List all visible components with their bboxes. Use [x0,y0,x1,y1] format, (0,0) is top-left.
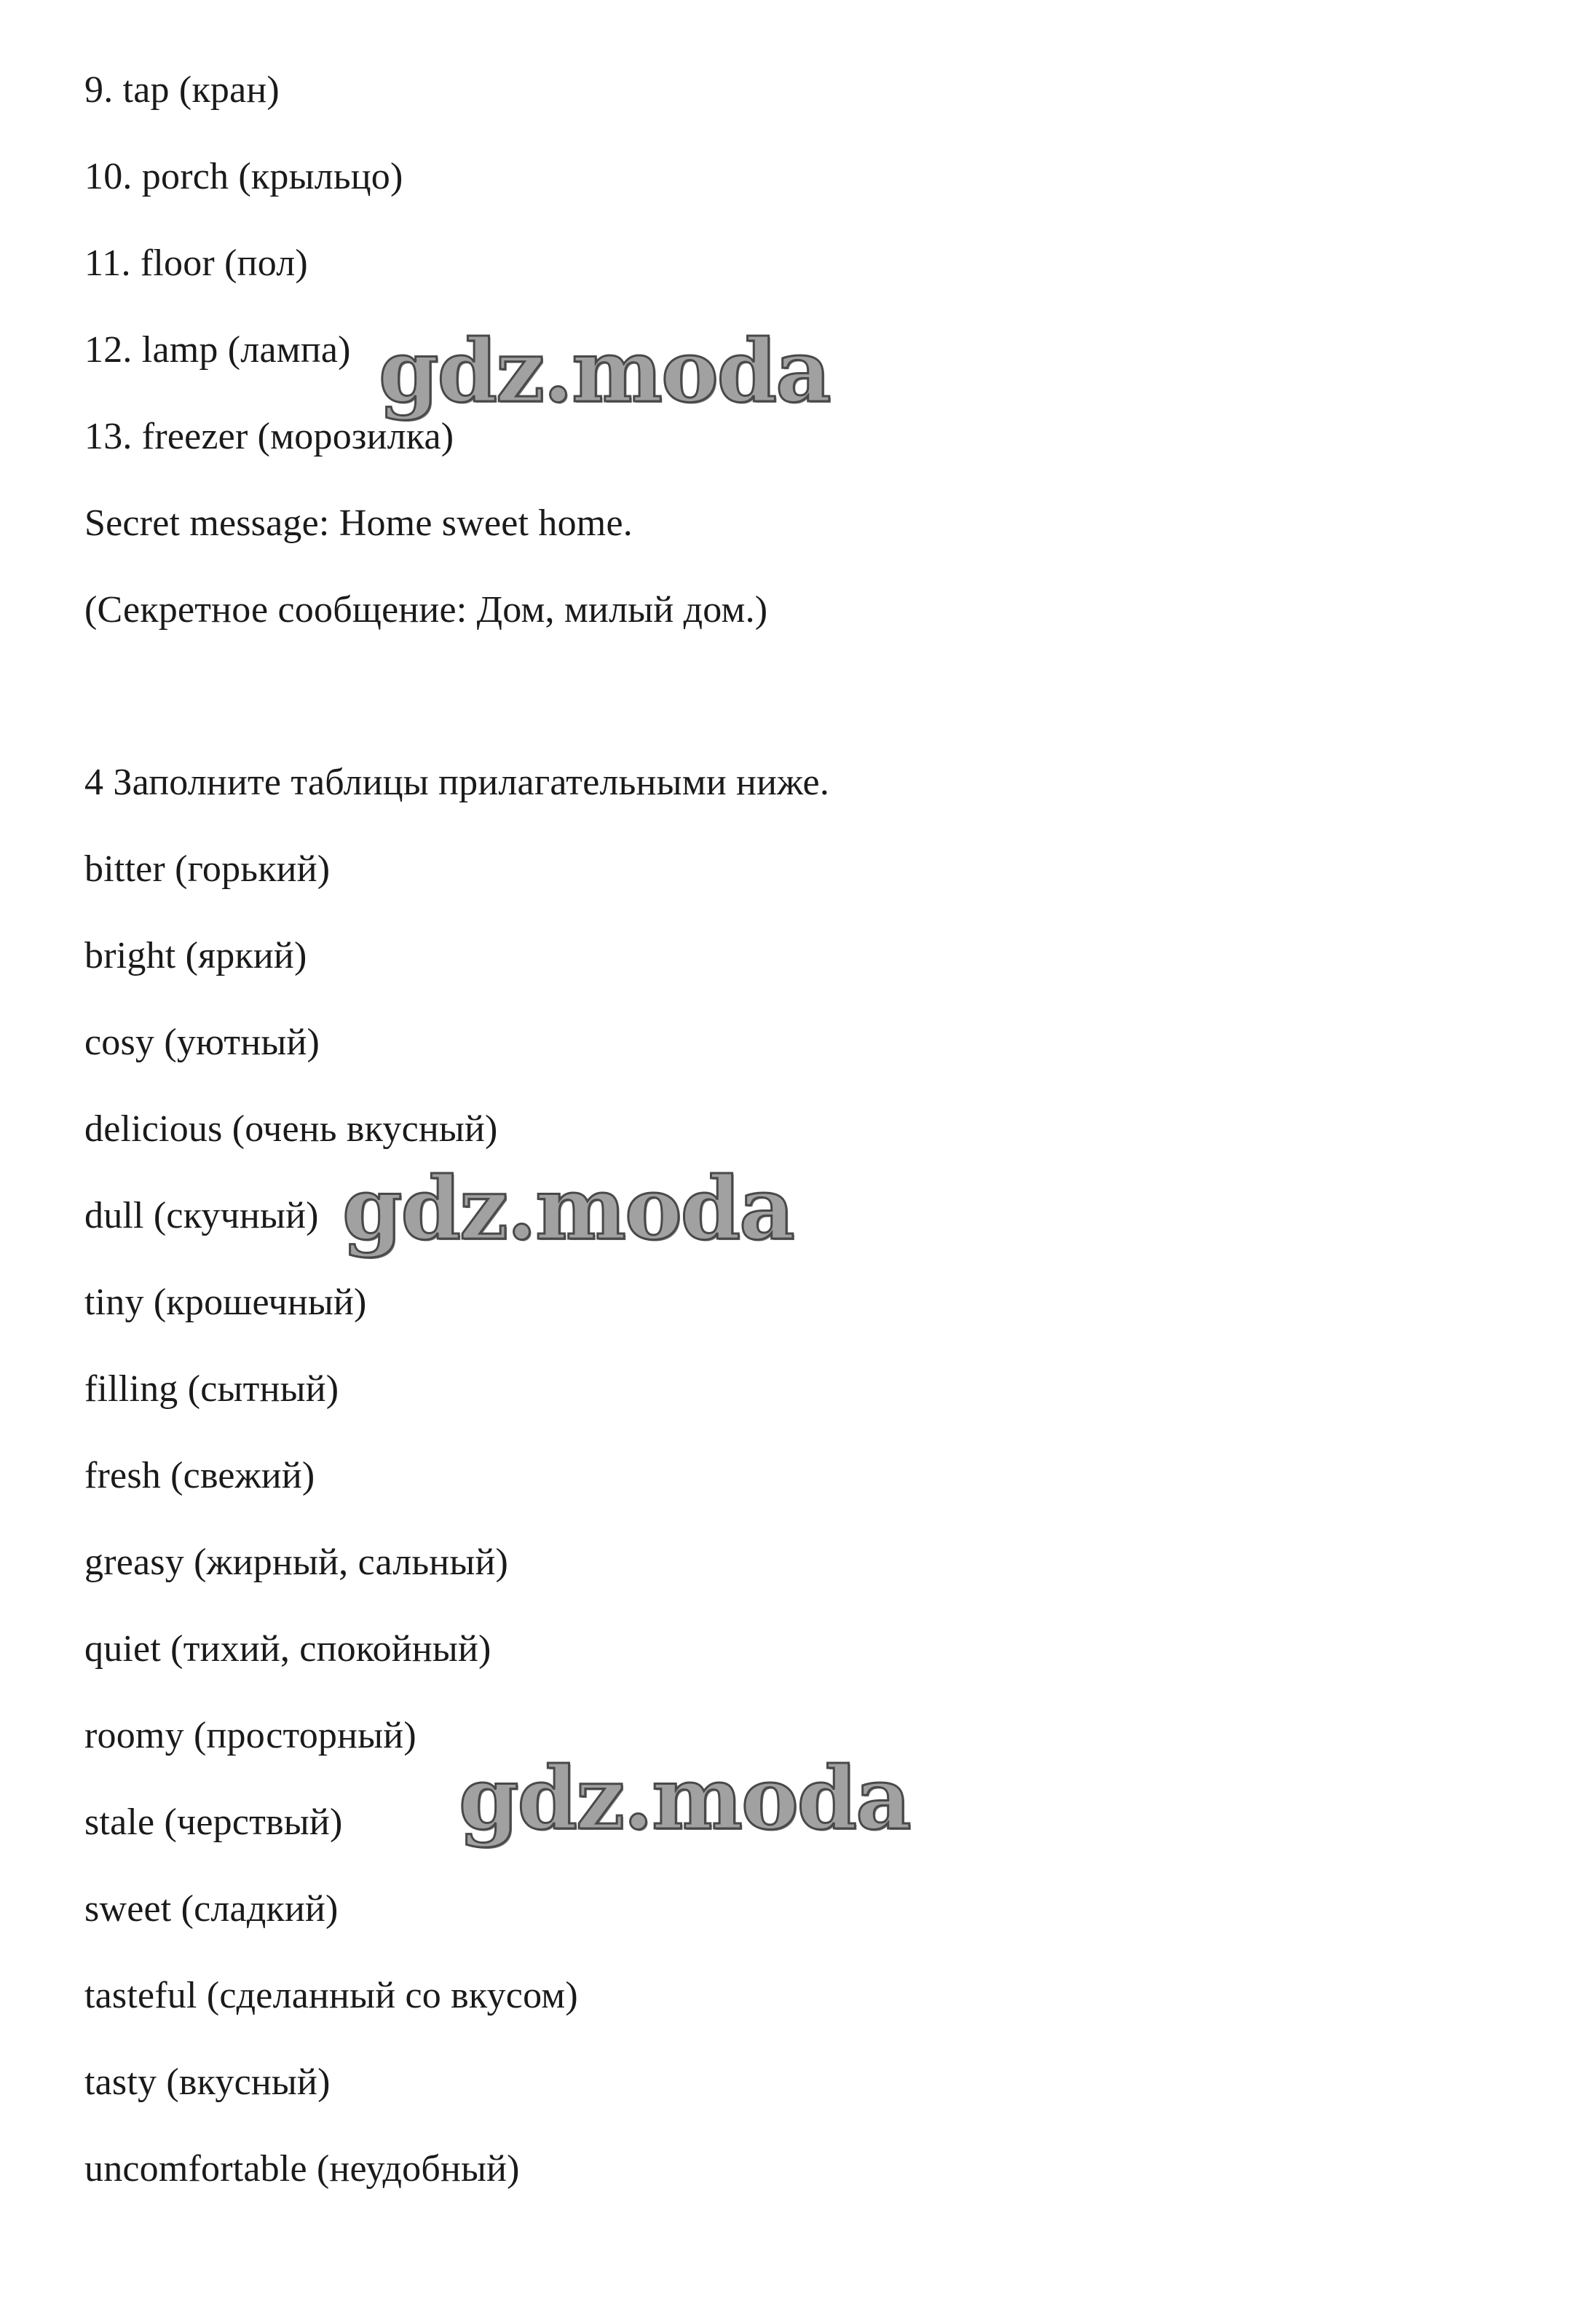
list-item: 11. floor (пол) [84,242,308,284]
list-item: delicious (очень вкусный) [84,1108,498,1150]
secret-message: Secret message: Home sweet home. [84,502,633,544]
watermark: gdz.moda [459,1748,910,1849]
secret-message-translation: (Секретное сообщение: Дом, милый дом.) [84,589,768,631]
list-item: greasy (жирный, сальный) [84,1542,509,1583]
list-item: tasty (вкусный) [84,2061,331,2103]
list-item: filling (сытный) [84,1368,339,1410]
list-item: bitter (горький) [84,848,331,890]
list-item: roomy (просторный) [84,1715,416,1756]
list-item: 12. lamp (лампа) [84,329,351,371]
watermark: gdz.moda [379,320,830,422]
list-item: 9. tap (кран) [84,69,280,111]
list-item: bright (яркий) [84,935,307,976]
list-item: dull (скучный) [84,1195,319,1236]
list-item: cosy (уютный) [84,1022,320,1063]
list-item: quiet (тихий, спокойный) [84,1628,491,1670]
list-item: fresh (свежий) [84,1455,315,1496]
list-item: 10. porch (крыльцо) [84,156,403,197]
list-item: 13. freezer (морозилка) [84,416,454,457]
list-item: tasteful (сделанный со вкусом) [84,1975,578,2016]
task-heading: 4 Заполните таблицы прилагательными ниже. [84,762,830,803]
watermark: gdz.moda [342,1158,794,1259]
list-item: sweet (сладкий) [84,1888,339,1930]
list-item: uncomfortable (неудобный) [84,2148,520,2190]
list-item: tiny (крошечный) [84,1282,367,1323]
list-item: stale (черствый) [84,1801,343,1843]
